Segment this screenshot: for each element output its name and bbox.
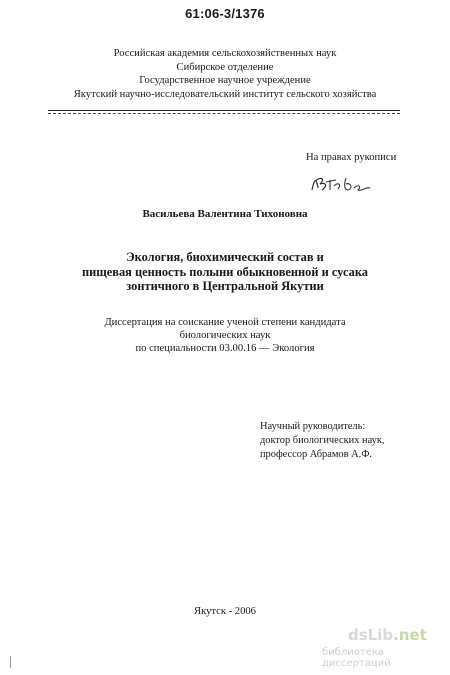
institution-name: Якутский научно-исследовательский институт сельского хозяйства: [73, 88, 377, 100]
thesis-line-3: по специальности 03.00.16 — Экология: [135, 343, 315, 355]
thesis-line-1: Диссертация на соискание ученой степени кандидата: [104, 317, 346, 328]
institution-type: Государственное научное учреждение: [139, 75, 311, 87]
advisor-block: [260, 420, 385, 462]
author-name: Васильева Валентина Тихоновна: [142, 208, 308, 220]
archive-stamp: 61:06-3/1376: [185, 6, 265, 21]
institution-academy: Российская академия сельскохозяйственных наук: [113, 48, 337, 59]
dissertation-title: [0, 250, 450, 294]
watermark-caption: библиотека диссертаций: [322, 647, 391, 669]
handwritten-signature: [306, 170, 376, 196]
title-line-3: зонтичного в Центральной Якутии: [126, 279, 324, 294]
advisor-label: Научный руководитель:: [260, 421, 366, 432]
thesis-line-2: биологических наук: [179, 330, 271, 342]
institution-block: [0, 47, 450, 101]
city-year: Якутск - 2006: [194, 606, 256, 617]
thesis-description: [0, 316, 450, 356]
watermark-logo: [348, 626, 427, 644]
title-line-2: пищевая ценность полыни обыкновенной и сусака: [82, 264, 368, 279]
scan-edge-mark: [10, 656, 11, 668]
header-rule-dashed: [48, 113, 400, 114]
watermark-logo-domain: .net: [393, 626, 427, 644]
institution-branch: Сибирское отделение: [176, 61, 274, 73]
rights-notice: На правах рукописи: [306, 152, 397, 163]
advisor-name: профессор Абрамов А.Ф.: [260, 449, 373, 460]
header-rule: [48, 110, 400, 111]
advisor-degree: доктор биологических наук,: [260, 435, 385, 446]
watermark-logo-main: dsLib: [348, 626, 394, 644]
title-line-1: Экология, биохимический состав и: [126, 250, 324, 264]
